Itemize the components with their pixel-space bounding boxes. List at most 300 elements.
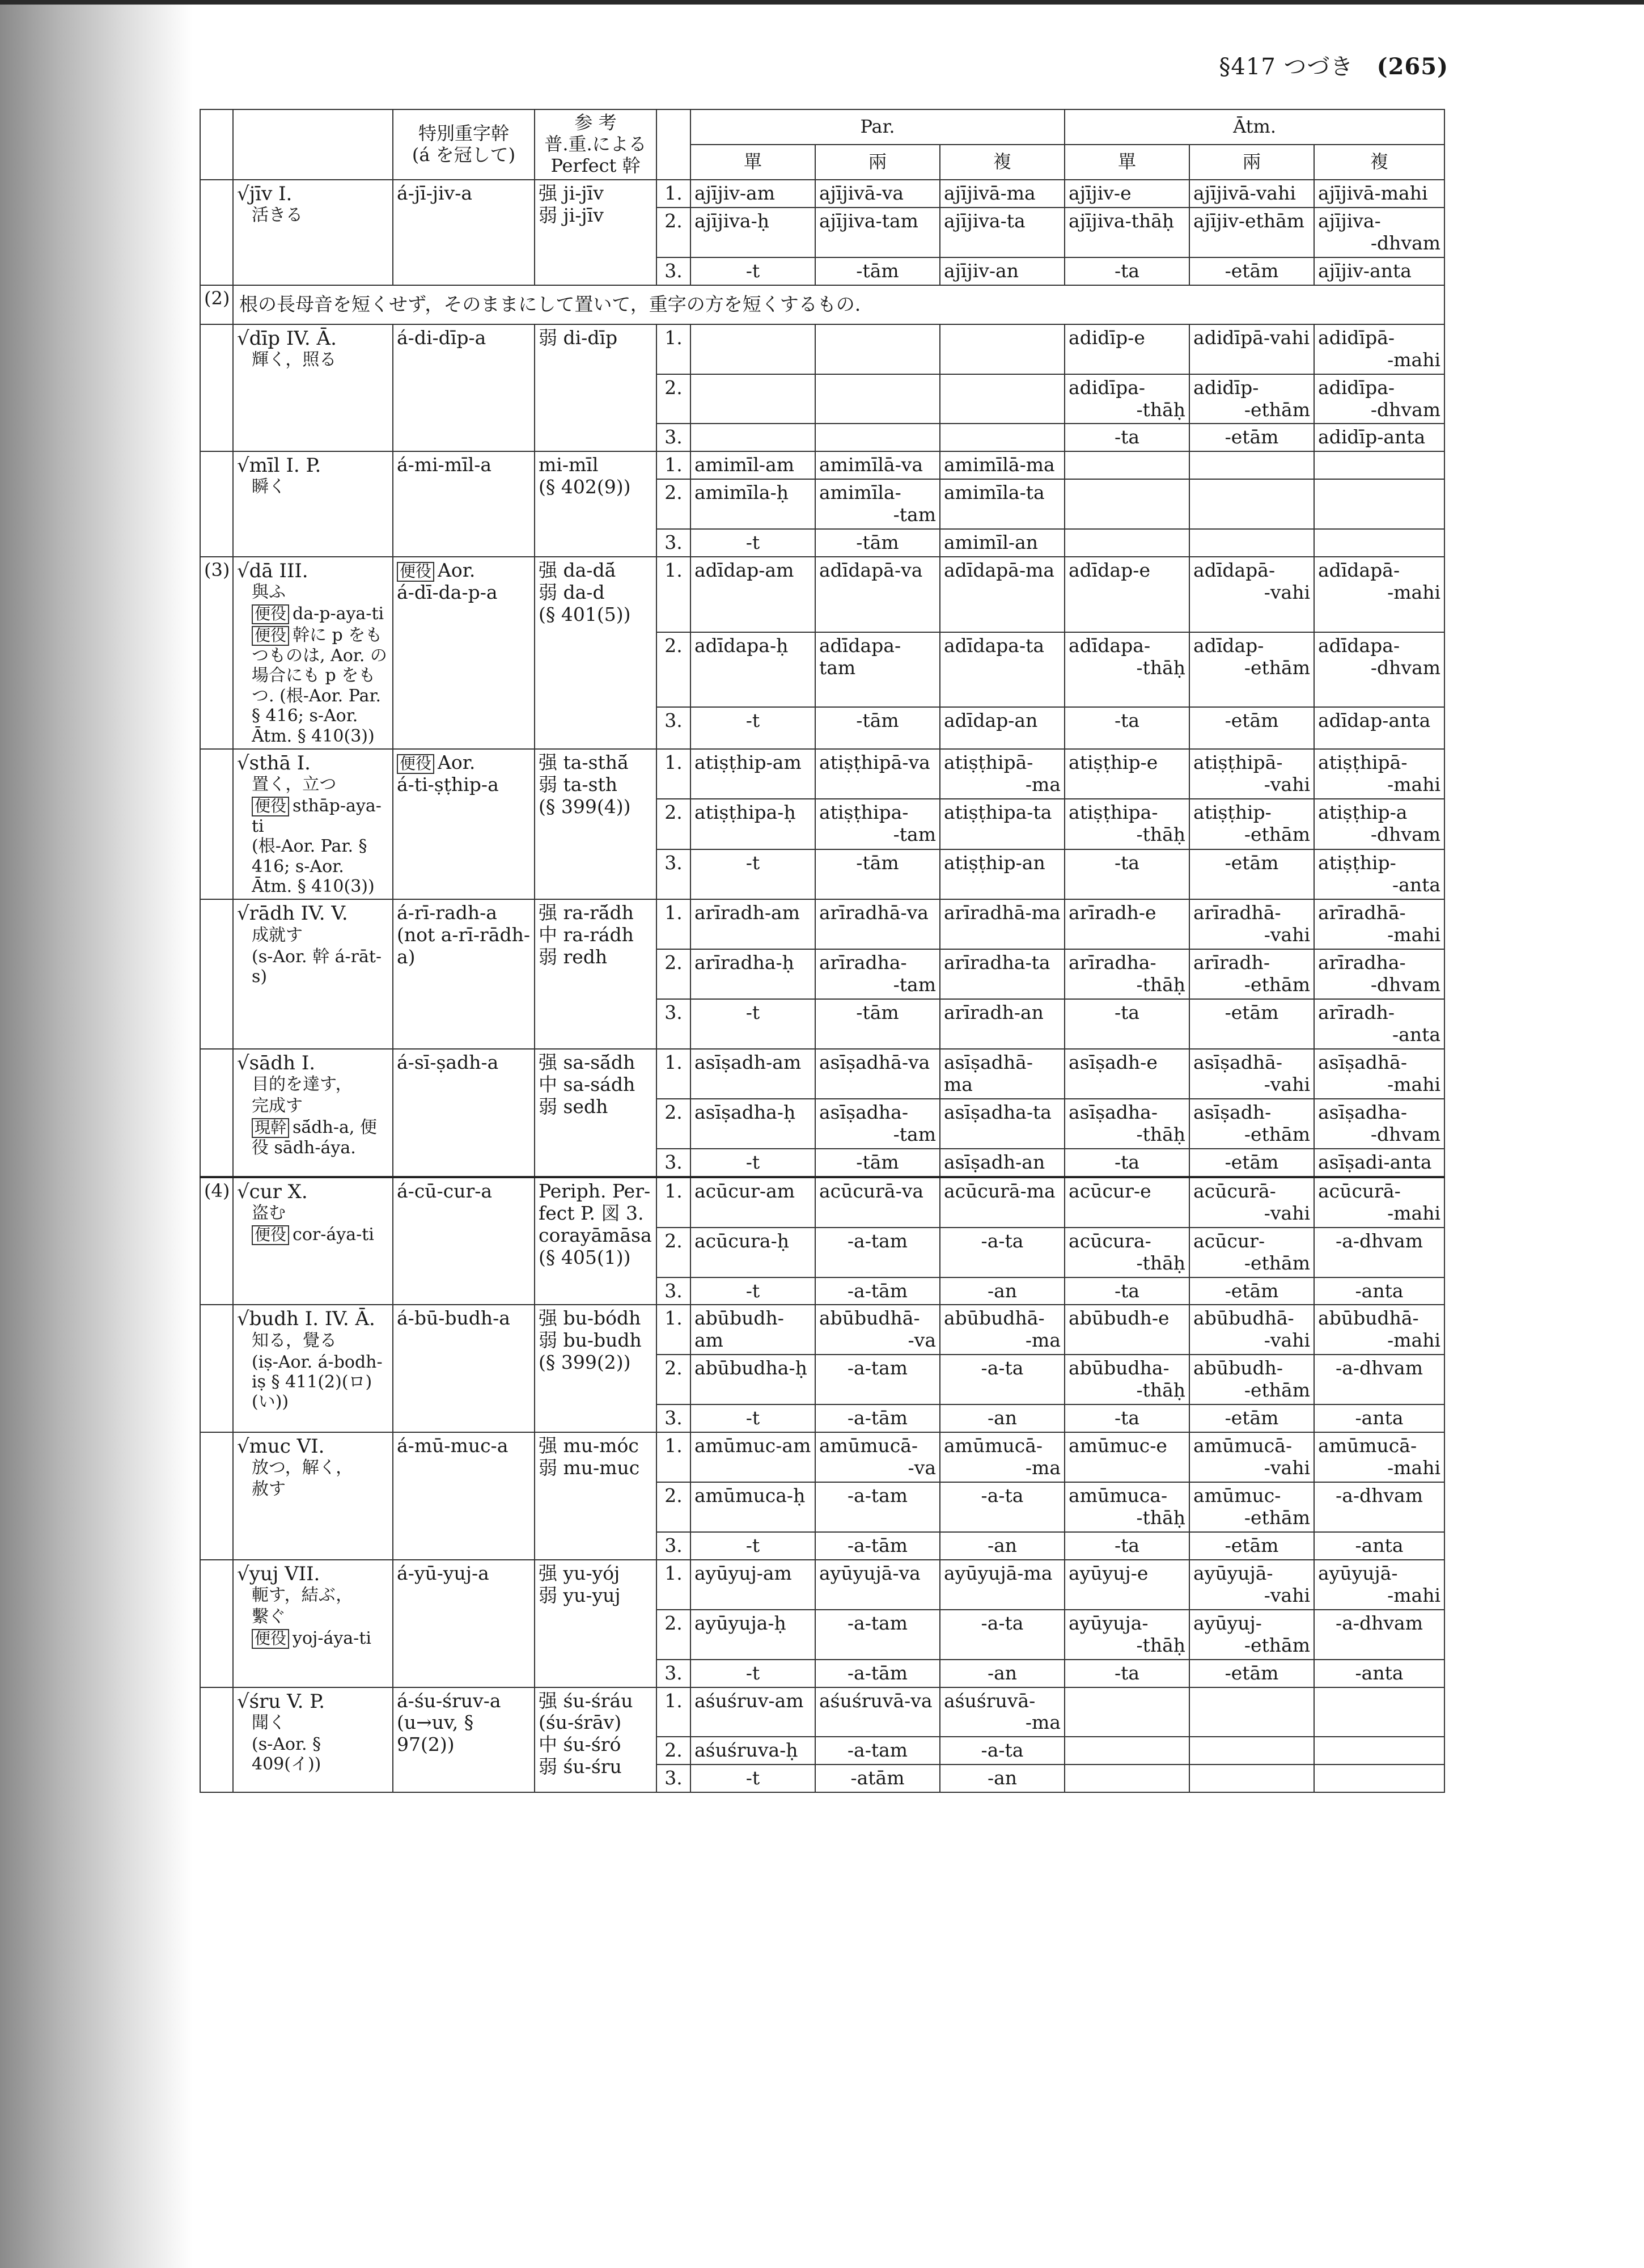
section-number <box>200 324 233 452</box>
header-atmanepada: Ātm. <box>1065 109 1444 145</box>
form-part: -ta <box>1114 259 1140 282</box>
form-part: -vahi <box>1264 924 1311 946</box>
section-number <box>200 899 233 1049</box>
form-cell <box>1065 424 1189 451</box>
form-cell <box>1314 1737 1444 1765</box>
form-part: atiṣṭhipa-ḥ <box>694 801 796 824</box>
special-stem <box>393 1560 535 1687</box>
form-part: ajījivā-vahi <box>1193 182 1296 204</box>
form-cell <box>1314 749 1444 799</box>
form-cell <box>1189 707 1314 749</box>
perfect-stem-ref <box>535 180 656 285</box>
special-stem <box>393 1687 535 1793</box>
form-part: -mahi <box>1387 1329 1441 1352</box>
form-part: -ta <box>1114 709 1140 732</box>
form-part: ajījiva-tam <box>819 209 918 232</box>
form-part: -ma <box>1025 1711 1061 1734</box>
perfect-stem-ref <box>535 557 656 749</box>
form-cell <box>940 849 1065 900</box>
gloss <box>237 1331 389 1412</box>
verb-row <box>200 1687 1444 1737</box>
header-empty-sec <box>200 109 233 180</box>
form-part: -ta <box>1114 1150 1140 1173</box>
form-part: -t <box>745 709 760 732</box>
form-part: ajījiv-e <box>1069 182 1132 204</box>
form-part: -ta <box>1114 1279 1140 1302</box>
form-cell <box>1065 1532 1189 1560</box>
root-cell <box>233 1305 393 1432</box>
form-part: amimīla- <box>819 481 901 504</box>
form-cell <box>1065 1228 1189 1277</box>
form-cell <box>1065 1482 1189 1532</box>
form-part: -tam <box>893 503 936 526</box>
form-cell <box>815 1149 940 1177</box>
person-number: 2. <box>656 632 690 708</box>
form-part: -ethām <box>1244 1379 1311 1402</box>
special-line: á-cū-cur-a <box>397 1179 493 1202</box>
form-cell <box>940 799 1065 849</box>
section-number <box>200 1687 233 1793</box>
form-part: acūcurā- <box>1193 1179 1276 1202</box>
form-part: atiṣṭhip- <box>1193 801 1272 824</box>
form-part: -atām <box>850 1767 905 1789</box>
root-cell <box>233 557 393 749</box>
person-number: 2. <box>656 949 690 999</box>
label-box: 便役 <box>252 626 289 646</box>
form-part: -ethām <box>1244 398 1311 421</box>
form-part: adidīpā- <box>1318 326 1395 349</box>
form-cell <box>1065 208 1189 257</box>
special-stem <box>393 1432 535 1560</box>
verb-row <box>200 899 1444 949</box>
gloss <box>237 925 389 987</box>
form-cell <box>1314 1277 1444 1305</box>
form-part: atiṣṭhip-am <box>694 751 802 773</box>
form-part: -t <box>745 1150 760 1173</box>
form-cell <box>1189 1277 1314 1305</box>
gloss-line: 成就す <box>252 925 303 945</box>
form-part: adīdapa-tam <box>819 634 901 679</box>
form-part: ajījiva-ḥ <box>694 209 769 232</box>
header-par-dual: 兩 <box>815 145 940 180</box>
form-part: arīradh-am <box>694 902 800 924</box>
form-part: amimīlā-va <box>819 454 923 476</box>
form-cell <box>690 1277 815 1305</box>
form-part: asīṣadha-ta <box>944 1101 1052 1123</box>
form-cell <box>1314 1355 1444 1404</box>
form-cell <box>690 257 815 285</box>
ref-line: 弱 śu-śru <box>539 1755 622 1778</box>
form-part: amūmuca-ḥ <box>694 1484 806 1507</box>
form-part: -a-tam <box>847 1484 908 1507</box>
person-number: 2. <box>656 799 690 849</box>
gloss-line: 輝く，照る <box>252 349 337 370</box>
ref-line: 弱 ji-jīv <box>539 204 604 226</box>
form-part: abūbudhā- <box>944 1307 1045 1330</box>
verb-root: √śru V. P. <box>237 1690 325 1713</box>
form-cell <box>1314 899 1444 949</box>
form-part: asīṣadh-an <box>944 1150 1045 1173</box>
section-number <box>200 1432 233 1560</box>
verb-root: √dīp IV. Ā. <box>237 327 337 350</box>
form-cell <box>1314 529 1444 557</box>
form-part: adīdapa- <box>1069 634 1151 657</box>
form-part: -t <box>745 1767 760 1789</box>
person-number: 1. <box>656 1177 690 1228</box>
ref-line: 中 sa-sádh <box>539 1073 635 1096</box>
gloss-line: 與ふ <box>252 582 286 603</box>
form-part: -a-tam <box>847 1229 908 1252</box>
verb-row <box>200 557 1444 632</box>
form-part: -a-dhvam <box>1336 1357 1423 1380</box>
form-part: -a-tām <box>847 1279 908 1302</box>
conjugation-table <box>200 109 1445 1793</box>
form-part: atiṣṭhipā- <box>944 751 1033 773</box>
form-cell <box>1189 374 1314 424</box>
form-cell <box>1065 180 1189 208</box>
label-box: 現幹 <box>252 1118 289 1138</box>
form-cell <box>690 1687 815 1737</box>
form-cell <box>1189 749 1314 799</box>
special-stem <box>393 1177 535 1305</box>
label-box: 便役 <box>252 1629 289 1649</box>
form-cell <box>1314 1482 1444 1532</box>
form-part: -dhvam <box>1370 974 1441 996</box>
form-part: asīṣadha- <box>819 1101 908 1123</box>
person-number: 3. <box>656 1404 690 1432</box>
form-part: amūmucā- <box>1318 1435 1417 1457</box>
person-number: 2. <box>656 374 690 424</box>
form-cell <box>1314 949 1444 999</box>
form-cell <box>815 1660 940 1687</box>
gloss <box>237 1585 389 1650</box>
form-part: -a-ta <box>981 1357 1024 1380</box>
form-part: abūbudh-am <box>694 1307 784 1352</box>
form-part: -a-ta <box>981 1229 1024 1252</box>
verb-root: √jīv I. <box>237 183 293 205</box>
form-part: -anta <box>1355 1534 1404 1556</box>
form-cell <box>1189 208 1314 257</box>
form-cell <box>1065 1765 1189 1792</box>
section-number <box>200 1560 233 1687</box>
form-cell <box>815 451 940 479</box>
person-number: 1. <box>656 451 690 479</box>
root-cell <box>233 899 393 1049</box>
header-atm-dual: 兩 <box>1189 145 1314 180</box>
form-cell <box>690 1177 815 1228</box>
form-part: -tām <box>856 709 899 732</box>
form-part: -ethām <box>1244 823 1311 846</box>
form-part: adidīpa- <box>1069 376 1146 399</box>
form-cell <box>940 1660 1065 1687</box>
form-cell <box>940 529 1065 557</box>
section-number <box>200 451 233 557</box>
ref-line: Periph. Per- <box>539 1179 651 1202</box>
header-parasmaipada: Par. <box>690 109 1065 145</box>
special-stem <box>393 324 535 452</box>
form-part: -vahi <box>1264 1584 1311 1606</box>
form-cell <box>1189 1560 1314 1610</box>
form-part: ajījivā-ma <box>944 182 1036 204</box>
form-cell <box>1065 1660 1189 1687</box>
form-part: -a-dhvam <box>1336 1484 1423 1507</box>
form-cell <box>1189 1177 1314 1228</box>
form-cell <box>940 208 1065 257</box>
form-part: adidīp-anta <box>1318 426 1426 448</box>
form-cell <box>1314 424 1444 451</box>
form-part: -thāḥ <box>1136 1634 1186 1656</box>
form-part: -an <box>987 1407 1018 1429</box>
form-part: -mahi <box>1387 1457 1441 1479</box>
form-cell <box>1065 749 1189 799</box>
verb-row <box>200 180 1444 208</box>
form-part: -etām <box>1224 259 1279 282</box>
gloss-line: (根-Aor. Par. § 416; s-Aor. Ātm. § 410(3)) <box>252 836 375 897</box>
form-cell <box>690 849 815 900</box>
form-part: -t <box>745 259 760 282</box>
person-number: 3. <box>656 424 690 451</box>
form-part: -etām <box>1224 1150 1279 1173</box>
form-cell <box>1189 424 1314 451</box>
form-cell <box>1065 529 1189 557</box>
form-part: acūcur- <box>1193 1229 1265 1252</box>
form-cell <box>690 707 815 749</box>
form-cell <box>1314 1177 1444 1228</box>
form-part: -vahi <box>1264 773 1311 796</box>
form-cell <box>815 749 940 799</box>
form-part: ajījiv-anta <box>1318 259 1412 282</box>
form-part: acūcurā-va <box>819 1179 924 1202</box>
form-cell <box>815 707 940 749</box>
person-number: 3. <box>656 1532 690 1560</box>
form-cell <box>1189 1149 1314 1177</box>
form-part: adīdap-am <box>694 559 794 582</box>
form-cell <box>690 1660 815 1687</box>
form-part: arīradha- <box>1069 951 1156 974</box>
form-cell <box>1065 1177 1189 1228</box>
form-cell <box>815 1532 940 1560</box>
form-part: -t <box>745 1279 760 1302</box>
gloss <box>237 1203 389 1246</box>
form-part: -ethām <box>1244 1123 1311 1145</box>
person-number: 1. <box>656 749 690 799</box>
form-part: -vahi <box>1264 1457 1311 1479</box>
form-part: -etām <box>1224 851 1279 874</box>
form-part: adīdapā- <box>1193 559 1276 582</box>
form-cell <box>690 632 815 708</box>
form-part: ayūyujā-va <box>819 1562 921 1584</box>
form-cell <box>1065 632 1189 708</box>
form-part: acūcura- <box>1069 1229 1151 1252</box>
form-part: adīdapā- <box>1318 559 1400 582</box>
form-part: -thāḥ <box>1136 823 1186 846</box>
form-cell <box>690 999 815 1049</box>
verb-row <box>200 1177 1444 1228</box>
form-cell <box>1314 479 1444 529</box>
special-line: á-ti-ṣṭhip-a <box>397 773 499 796</box>
person-number: 3. <box>656 999 690 1049</box>
form-cell <box>1189 1355 1314 1404</box>
form-cell <box>1314 557 1444 632</box>
form-part: ayūyuja-ḥ <box>694 1611 786 1634</box>
gloss-line: 放つ，解く， <box>252 1458 353 1478</box>
form-part: -thāḥ <box>1136 656 1186 679</box>
gloss-line: (s-Aor. 幹 á-rāt-s) <box>252 946 382 987</box>
form-cell <box>1065 949 1189 999</box>
form-part: amimīla-ta <box>944 481 1045 504</box>
form-cell <box>690 949 815 999</box>
form-cell <box>815 949 940 999</box>
form-cell <box>1189 1305 1314 1355</box>
form-cell <box>1189 451 1314 479</box>
ref-line: 强 da-dā́ <box>539 559 616 582</box>
table-body <box>200 180 1444 1792</box>
person-number: 2. <box>656 1482 690 1532</box>
form-part: arīradh-e <box>1069 902 1156 924</box>
ref-line: 强 ta-sthā́ <box>539 751 629 773</box>
form-part: abūbudhā- <box>819 1307 920 1330</box>
form-cell <box>1065 479 1189 529</box>
form-cell <box>1314 180 1444 208</box>
form-part: abūbudha- <box>1069 1357 1170 1380</box>
section-note-row <box>200 285 1444 324</box>
form-part: -mahi <box>1387 924 1441 946</box>
label-box: 便役 <box>397 754 434 774</box>
person-number: 3. <box>656 1660 690 1687</box>
scan-shadow <box>0 0 193 2268</box>
form-part: -an <box>987 1767 1018 1789</box>
form-part: acūcura-ḥ <box>694 1229 789 1252</box>
person-number: 2. <box>656 1355 690 1404</box>
ref-line: 弱 ta-sth <box>539 773 618 796</box>
form-cell <box>1189 849 1314 900</box>
ref-line: (§ 401(5)) <box>539 603 631 625</box>
form-part: abūbudh-e <box>1069 1307 1170 1330</box>
form-part: atiṣṭhip-e <box>1069 751 1158 773</box>
form-cell <box>1065 999 1189 1049</box>
top-rule <box>0 0 1644 5</box>
form-cell <box>690 1099 815 1149</box>
form-part: adīdap-e <box>1069 559 1150 582</box>
perfect-stem-ref <box>535 1560 656 1687</box>
form-part: ajījivā-mahi <box>1318 182 1428 204</box>
form-part: -etām <box>1224 1661 1279 1684</box>
form-cell <box>940 1737 1065 1765</box>
ref-line: (§ 402(9)) <box>539 476 631 498</box>
special-line: 便役 Aor. <box>397 560 531 582</box>
form-cell <box>815 1277 940 1305</box>
special-stem <box>393 557 535 749</box>
root-cell <box>233 1560 393 1687</box>
form-cell <box>1189 632 1314 708</box>
verb-root: √muc VI. <box>237 1435 325 1458</box>
form-cell <box>690 1610 815 1660</box>
form-part: adīdap-an <box>944 709 1038 732</box>
form-part: -dhvam <box>1370 823 1441 846</box>
special-stem <box>393 1305 535 1432</box>
form-cell <box>690 1532 815 1560</box>
ref-line: 强 mu-móc <box>539 1435 639 1457</box>
verb-root: √mīl I. P. <box>237 454 321 477</box>
ref-line: 弱 da-d <box>539 581 605 604</box>
form-cell <box>815 899 940 949</box>
form-part: arīradh- <box>1318 1001 1395 1024</box>
form-cell <box>1065 1432 1189 1482</box>
form-cell <box>1065 324 1189 374</box>
form-cell <box>1314 208 1444 257</box>
gloss-line: 便役 cor-áya-ti <box>252 1225 389 1246</box>
form-cell <box>690 1049 815 1099</box>
form-part: -thāḥ <box>1136 398 1186 421</box>
form-cell <box>1065 1355 1189 1404</box>
gloss-line: 便役 da-p-aya-ti <box>252 604 389 625</box>
person-number: 3. <box>656 849 690 900</box>
form-part: -va <box>908 1457 936 1479</box>
person-number: 1. <box>656 1687 690 1737</box>
form-cell <box>940 1432 1065 1482</box>
form-cell <box>690 1149 815 1177</box>
form-part: asīṣadi-anta <box>1318 1150 1432 1173</box>
form-cell <box>940 1177 1065 1228</box>
form-part: -vahi <box>1264 1201 1311 1224</box>
verb-root: √rādh IV. V. <box>237 902 348 925</box>
form-part: -mahi <box>1387 1073 1441 1096</box>
root-cell <box>233 1687 393 1793</box>
form-cell <box>815 999 940 1049</box>
gloss <box>237 1074 389 1158</box>
special-line: á-bū-budh-a <box>397 1307 510 1330</box>
form-cell <box>690 749 815 799</box>
form-cell <box>1065 1560 1189 1610</box>
gloss-line: 盗む <box>252 1203 286 1223</box>
ref-line: 弱 sedh <box>539 1095 608 1118</box>
form-part: ajījiv-am <box>694 182 776 204</box>
form-cell <box>1065 1149 1189 1177</box>
form-cell <box>690 799 815 849</box>
header-atm-singular: 單 <box>1065 145 1189 180</box>
form-cell <box>940 1560 1065 1610</box>
form-cell <box>1314 849 1444 900</box>
form-cell <box>690 1432 815 1482</box>
gloss-line: 繫ぐ <box>252 1606 286 1627</box>
special-line: á-rī-radh-a <box>397 902 497 924</box>
form-cell <box>1314 1560 1444 1610</box>
form-part: adīdap-anta <box>1318 709 1431 732</box>
form-part: -dhvam <box>1370 656 1441 679</box>
form-part: arīradh- <box>1193 951 1270 974</box>
form-part: -tam <box>893 974 936 996</box>
special-line: á-yū-yuj-a <box>397 1562 489 1584</box>
form-part: ajījiv-ethām <box>1193 209 1305 232</box>
form-cell <box>815 374 940 424</box>
form-part: ayūyujā-ma <box>944 1562 1053 1584</box>
form-part: atiṣṭhip-a <box>1318 801 1408 824</box>
person-number: 2. <box>656 1099 690 1149</box>
form-part: arīradhā-ma <box>944 902 1061 924</box>
form-cell <box>1189 1532 1314 1560</box>
form-part: -t <box>745 531 760 554</box>
form-part: -etām <box>1224 1001 1279 1024</box>
form-cell <box>1314 1687 1444 1737</box>
form-cell <box>1189 949 1314 999</box>
form-cell <box>815 1049 940 1099</box>
form-cell <box>1065 1687 1189 1737</box>
perfect-stem-ref <box>535 451 656 557</box>
form-part: acūcur-e <box>1069 1179 1151 1202</box>
form-part: -etām <box>1224 1534 1279 1556</box>
form-part: adīdapa-ḥ <box>694 634 789 657</box>
form-cell <box>940 1610 1065 1660</box>
